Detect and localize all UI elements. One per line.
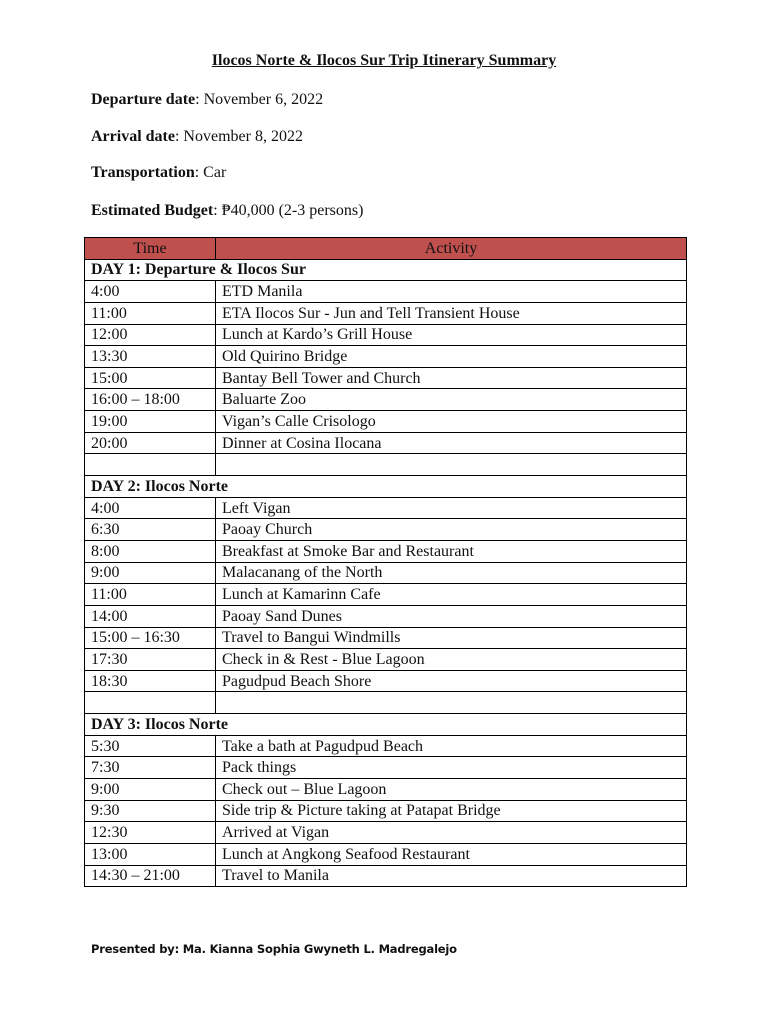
activity-cell: Left Vigan: [216, 497, 687, 519]
time-cell: 8:00: [85, 540, 216, 562]
table-row: [85, 692, 687, 714]
time-cell: [85, 454, 216, 476]
table-row: [85, 757, 687, 779]
table-row: [85, 324, 687, 346]
activity-cell: Travel to Manila: [216, 865, 687, 887]
table-row: [85, 649, 687, 671]
time-cell: 15:00: [85, 367, 216, 389]
table-row: [85, 584, 687, 606]
arrival-date-value: : November 8, 2022: [174, 128, 303, 145]
time-cell: 13:00: [85, 843, 216, 865]
table-row: [85, 346, 687, 368]
time-cell: 14:30 – 21:00: [85, 865, 216, 887]
time-cell: 7:30: [85, 757, 216, 779]
activity-cell: Breakfast at Smoke Bar and Restaurant: [216, 540, 687, 562]
departure-date-value: : November 6, 2022: [195, 91, 324, 108]
time-cell: 20:00: [85, 432, 216, 454]
activity-cell: Bantay Bell Tower and Church: [216, 367, 687, 389]
estimated-budget-value: : ₱40,000 (2-3 persons): [213, 202, 364, 219]
document-title: Ilocos Norte & Ilocos Sur Trip Itinerary Summary: [211, 52, 557, 69]
transportation-line: [91, 162, 226, 184]
activity-cell: Take a bath at Pagudpud Beach: [216, 735, 687, 757]
table-row: [85, 540, 687, 562]
table-row: [85, 432, 687, 454]
activity-cell: Arrived at Vigan: [216, 822, 687, 844]
activity-cell: Check in & Rest - Blue Lagoon: [216, 649, 687, 671]
activity-cell: Paoay Church: [216, 519, 687, 541]
time-cell: 4:00: [85, 281, 216, 303]
table-row: [85, 519, 687, 541]
time-cell: 9:00: [85, 779, 216, 801]
time-cell: 9:00: [85, 562, 216, 584]
time-cell: 17:30: [85, 649, 216, 671]
day-heading: DAY 1: Departure & Ilocos Sur: [85, 259, 687, 281]
time-cell: 19:00: [85, 411, 216, 433]
table-header-row: [85, 238, 687, 260]
day-heading: DAY 3: Ilocos Norte: [85, 714, 687, 736]
time-column-header: Time: [85, 238, 216, 260]
table-row: [85, 367, 687, 389]
activity-cell: Lunch at Kardo’s Grill House: [216, 324, 687, 346]
table-row: [85, 605, 687, 627]
departure-date-line: [91, 89, 323, 111]
activity-cell: Vigan’s Calle Crisologo: [216, 411, 687, 433]
estimated-budget-line: [91, 200, 363, 222]
time-cell: 18:30: [85, 670, 216, 692]
table-row: [85, 281, 687, 303]
activity-cell: Pack things: [216, 757, 687, 779]
table-row: [85, 735, 687, 757]
itinerary-table: [84, 237, 687, 887]
table-row: [85, 822, 687, 844]
activity-cell: Lunch at Kamarinn Cafe: [216, 584, 687, 606]
table-row: [85, 865, 687, 887]
day-heading-row: [85, 259, 687, 281]
time-cell: 11:00: [85, 584, 216, 606]
time-cell: 13:30: [85, 346, 216, 368]
presenter-credit: Presented by: Ma. Kianna Sophia Gwyneth L. Madregalejo: [91, 942, 457, 956]
table-row: [85, 497, 687, 519]
itinerary-body: [85, 259, 687, 887]
activity-cell: Travel to Bangui Windmills: [216, 627, 687, 649]
activity-cell: Check out – Blue Lagoon: [216, 779, 687, 801]
table-row: [85, 779, 687, 801]
activity-cell: Paoay Sand Dunes: [216, 605, 687, 627]
day-heading-row: [85, 714, 687, 736]
activity-cell: Malacanang of the North: [216, 562, 687, 584]
table-row: [85, 800, 687, 822]
activity-cell: [216, 454, 687, 476]
time-cell: 4:00: [85, 497, 216, 519]
table-row: [85, 389, 687, 411]
table-row: [85, 627, 687, 649]
table-row: [85, 454, 687, 476]
activity-cell: Old Quirino Bridge: [216, 346, 687, 368]
activity-cell: [216, 692, 687, 714]
day-heading: DAY 2: Ilocos Norte: [85, 476, 687, 498]
activity-cell: Lunch at Angkong Seafood Restaurant: [216, 843, 687, 865]
activity-cell: Pagudpud Beach Shore: [216, 670, 687, 692]
time-cell: 5:30: [85, 735, 216, 757]
table-row: [85, 411, 687, 433]
transportation-label: Transportation: [91, 164, 195, 181]
table-row: [85, 670, 687, 692]
table-row: [85, 562, 687, 584]
time-cell: 9:30: [85, 800, 216, 822]
time-cell: [85, 692, 216, 714]
time-cell: 14:00: [85, 605, 216, 627]
time-cell: 15:00 – 16:30: [85, 627, 216, 649]
activity-cell: Side trip & Picture taking at Patapat Bridge: [216, 800, 687, 822]
time-cell: 12:00: [85, 324, 216, 346]
time-cell: 12:30: [85, 822, 216, 844]
time-cell: 11:00: [85, 302, 216, 324]
activity-cell: ETD Manila: [216, 281, 687, 303]
time-cell: 6:30: [85, 519, 216, 541]
activity-cell: Dinner at Cosina Ilocana: [216, 432, 687, 454]
activity-column-header: Activity: [216, 238, 687, 260]
arrival-date-label: Arrival date: [91, 128, 175, 145]
table-row: [85, 302, 687, 324]
day-heading-row: [85, 476, 687, 498]
departure-date-label: Departure date: [91, 91, 196, 108]
time-cell: 16:00 – 18:00: [85, 389, 216, 411]
estimated-budget-label: Estimated Budget: [91, 202, 214, 219]
transportation-value: : Car: [194, 164, 227, 181]
activity-cell: Baluarte Zoo: [216, 389, 687, 411]
table-row: [85, 843, 687, 865]
arrival-date-line: [91, 126, 303, 148]
activity-cell: ETA Ilocos Sur - Jun and Tell Transient House: [216, 302, 687, 324]
